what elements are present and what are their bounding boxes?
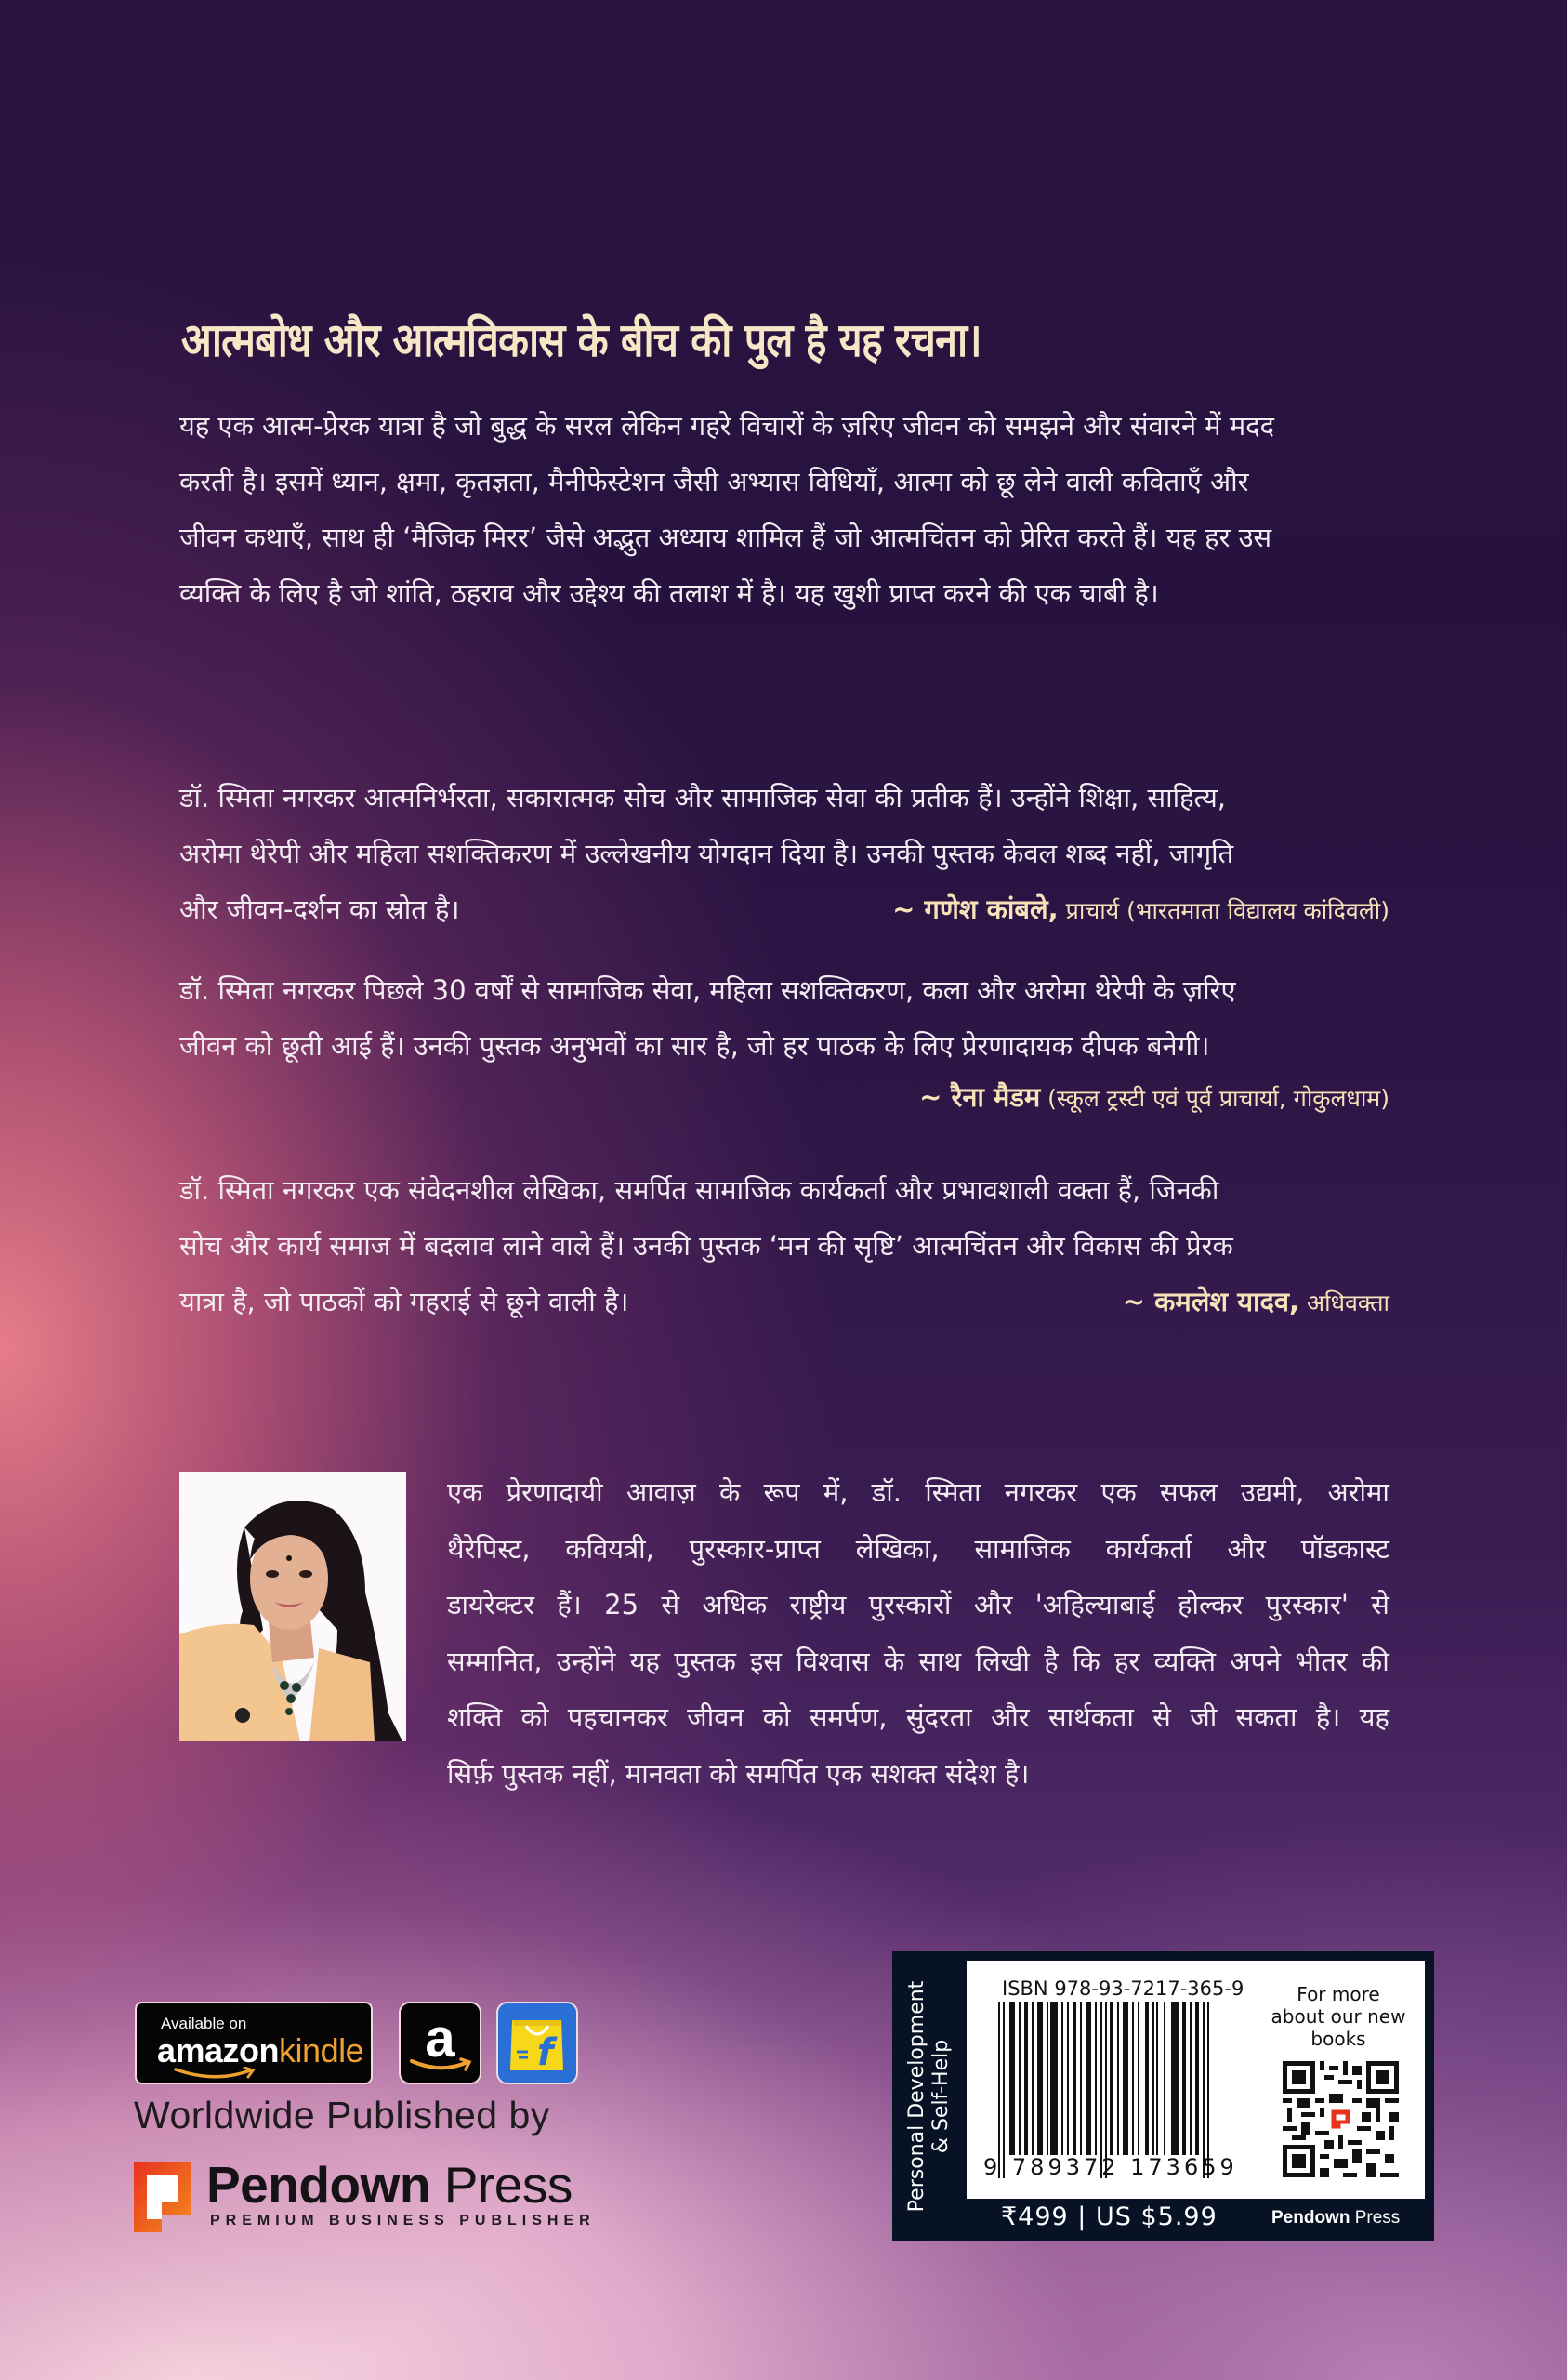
bio-word: पुरस्कारों xyxy=(868,1589,952,1620)
description-line: जीवन कथाएँ, साथ ही ‘मैजिक मिरर’ जैसे अद्भुत अध्याय शामिल हैं जो आत्मचिंतन को प्रेरित करते हैं। यह हर उस xyxy=(179,522,1272,553)
testimonial-line: डॉ. स्मिता नगरकर एक संवेदनशील लेखिका, समर्पित सामाजिक कार्यकर्ता और प्रभावशाली वक्ता हैं, जिनकी xyxy=(179,1174,1219,1206)
testimonial-attribution xyxy=(179,1074,1389,1122)
barcode-panel xyxy=(892,1951,1434,2241)
bio-word: उन्होंने xyxy=(556,1645,616,1677)
bio-word: में, xyxy=(823,1476,849,1508)
bio-word: व्यक्ति xyxy=(1153,1645,1216,1677)
bio-word: लेखिका, xyxy=(855,1532,940,1565)
bio-word: नगरकर xyxy=(1004,1476,1078,1508)
testimonial-line: यात्रा है, जो पाठकों को गहराई से छूने वाली है। xyxy=(179,1286,629,1317)
bio-word: डॉ. xyxy=(871,1476,902,1508)
bio-line xyxy=(447,1633,1389,1690)
bio-word: यह xyxy=(1359,1701,1389,1733)
bio-word: से xyxy=(1371,1589,1389,1620)
bio-word: साथ xyxy=(918,1645,962,1677)
bio-word: उद्यमी, xyxy=(1240,1476,1305,1508)
attribution-name: ~ कमलेश यादव, xyxy=(1122,1286,1300,1317)
qr-code-icon[interactable] xyxy=(1283,2061,1399,2177)
barcode-publisher-regular: Press xyxy=(1350,2208,1401,2228)
bio-word: इस xyxy=(750,1645,783,1677)
testimonial-3 xyxy=(179,1162,1389,1331)
bio-word: की xyxy=(1362,1645,1389,1677)
bio-word: जी xyxy=(1190,1701,1218,1733)
bio-word: अरोमा xyxy=(1327,1476,1389,1508)
bio-word: पहचानकर xyxy=(567,1701,668,1733)
bio-word: अधिक xyxy=(702,1589,768,1620)
description-line: करती है। इसमें ध्यान, क्षमा, कृतज्ञता, मैनीफेस्टेशन जैसी अभ्यास विधियाँ, आत्मा को छू लेने वाली कविताएँ और xyxy=(179,466,1249,497)
qr-caption: For more about our new books xyxy=(1271,1983,1406,2050)
testimonial-line: अरोमा थेरेपी और महिला सशक्तिकरण में उल्लेखनीय योगदान दिया है। उनकी पुस्तक केवल शब्द नहीं, जागृति xyxy=(179,838,1234,869)
bio-word: लिखी xyxy=(975,1645,1030,1677)
bio-word: स्मिता xyxy=(925,1476,981,1508)
amazon-badge[interactable] xyxy=(399,2002,481,2084)
bio-word: और xyxy=(1227,1532,1266,1565)
category-line: & Self-Help xyxy=(929,2039,953,2154)
bio-word: के xyxy=(719,1476,741,1508)
publisher-name xyxy=(206,2155,573,2215)
amazon-kindle-badge[interactable] xyxy=(135,2002,373,2084)
bio-word: होल्कर xyxy=(1178,1589,1244,1620)
author-portrait-icon xyxy=(179,1472,406,1741)
bio-word: और xyxy=(991,1701,1030,1733)
testimonial-2 xyxy=(179,962,1389,1122)
bio-word: जीवन xyxy=(687,1701,744,1733)
category-label xyxy=(892,1951,967,2241)
svg-text:f: f xyxy=(537,2031,554,2074)
attribution-role: अधिवक्ता xyxy=(1299,1289,1389,1316)
bio-word: सकता xyxy=(1235,1701,1297,1733)
bio-word: पुरस्कार' xyxy=(1265,1589,1349,1620)
bio-word: और xyxy=(973,1589,1013,1620)
bio-word: कवियत्री, xyxy=(565,1532,654,1565)
bio-word: सामाजिक xyxy=(974,1532,1071,1565)
bio-word: समर्पण, xyxy=(809,1701,888,1733)
isbn-label: ISBN 978-93-7217-365-9 xyxy=(1002,1977,1244,2000)
description-line: व्यक्ति के लिए है जो शांति, ठहराव और उद्देश्य की तलाश में है। यह खुशी प्राप्त करने की एक चाबी है। xyxy=(179,577,1159,609)
bio-word: 25 xyxy=(604,1589,639,1620)
bio-word: 'अहिल्याबाई xyxy=(1034,1589,1155,1620)
bio-word: पुरस्कार-प्राप्त xyxy=(689,1532,821,1565)
bio-line xyxy=(447,1746,1389,1803)
flipkart-bag-icon xyxy=(498,2003,576,2082)
barcode-publisher xyxy=(1271,2208,1400,2228)
kindle-available-label: Available on xyxy=(161,2015,247,2032)
testimonial-line: सोच और कार्य समाज में बदलाव लाने वाले हैं। उनकी पुस्तक ‘मन की सृष्टि’ आत्मचिंतन और विकास की प्रेरक xyxy=(179,1230,1233,1262)
bio-word: सफल xyxy=(1160,1476,1218,1508)
publisher-name-bold: Pendown xyxy=(206,2156,430,2214)
bio-word: शक्ति xyxy=(447,1701,503,1733)
bio-word: सुंदरता xyxy=(905,1701,972,1733)
bio-word: भीतर xyxy=(1295,1645,1348,1677)
amazon-a-icon: a xyxy=(425,2008,455,2069)
isbn-barcode-icon xyxy=(998,2002,1221,2178)
bio-line xyxy=(447,1521,1389,1578)
barcode-publisher-bold: Pendown xyxy=(1271,2208,1350,2228)
amazon-wordmark: amazon xyxy=(157,2031,280,2069)
kindle-wordmark: kindle xyxy=(279,2031,364,2069)
isbn-digits: 9 789372 173659 xyxy=(983,2154,1238,2180)
tagline-headline: आत्मबोध और आत्मविकास के बीच की पुल है यह रचना। xyxy=(181,312,981,367)
testimonial-1 xyxy=(179,770,1389,939)
barcode-area xyxy=(967,1961,1425,2199)
category-line: Personal Development xyxy=(905,1980,928,2213)
bio-word: राष्ट्रीय xyxy=(789,1589,847,1620)
bio-word: को xyxy=(762,1701,791,1733)
bio-line xyxy=(447,1577,1389,1633)
attribution-role: (स्कूल ट्रस्टी एवं पूर्व प्राचार्या, गोकुलधाम) xyxy=(1040,1085,1389,1112)
bio-word: अपने xyxy=(1230,1645,1282,1677)
bio-word: के xyxy=(883,1645,905,1677)
testimonial-attribution xyxy=(1123,1274,1389,1331)
bio-word: सम्मानित, xyxy=(447,1645,543,1677)
bio-word: सिर्फ़ पुस्तक नहीं, मानवता को समर्पित एक सशक्त संदेश है। xyxy=(447,1757,1030,1790)
published-by-label: Worldwide Published by xyxy=(134,2094,550,2136)
bio-word: विश्वास xyxy=(796,1645,870,1677)
bio-word: कार्यकर्ता xyxy=(1105,1532,1192,1565)
testimonial-attribution xyxy=(892,881,1389,939)
testimonial-line: डॉ. स्मिता नगरकर आत्मनिर्भरता, सकारात्मक सोच और सामाजिक सेवा की प्रतीक हैं। उन्होंने शिक्षा, साहित्य, xyxy=(179,782,1227,813)
bio-word: सार्थकता xyxy=(1047,1701,1134,1733)
bio-word: कि xyxy=(1072,1645,1100,1677)
attribution-role: प्राचार्य (भारतमाता विद्यालय कांदिवली) xyxy=(1058,897,1389,924)
bio-line xyxy=(447,1689,1389,1746)
price-label: ₹499 | US $5.99 xyxy=(1001,2202,1218,2231)
bio-word: है। xyxy=(1315,1701,1341,1733)
bio-word: यह xyxy=(629,1645,660,1677)
bio-word: रूप xyxy=(763,1476,800,1508)
flipkart-badge[interactable] xyxy=(496,2002,578,2084)
publisher-tagline: PREMIUM BUSINESS PUBLISHER xyxy=(210,2213,596,2228)
bio-word: एक xyxy=(1100,1476,1137,1508)
publisher-name-regular: Press xyxy=(429,2156,573,2214)
kindle-brand xyxy=(157,2031,363,2070)
author-photo xyxy=(179,1472,406,1741)
bio-line xyxy=(447,1464,1389,1521)
attribution-name: ~ रैना मैडम xyxy=(919,1081,1041,1113)
bio-word: हर xyxy=(1114,1645,1140,1677)
pendown-logo-icon xyxy=(134,2162,191,2236)
testimonial-line: और जीवन-दर्शन का स्रोत है। xyxy=(179,893,460,925)
bio-word: पॉडकास्ट xyxy=(1300,1532,1389,1565)
bio-word: एक xyxy=(447,1476,483,1508)
bio-word: प्रेरणादायी xyxy=(506,1476,603,1508)
book-description xyxy=(179,398,1389,621)
bio-word: है xyxy=(1044,1645,1059,1677)
bio-word: हैं। xyxy=(557,1589,582,1620)
bio-word: को xyxy=(520,1701,549,1733)
bio-word: से xyxy=(661,1589,680,1620)
bio-word: थैरेपिस्ट, xyxy=(447,1532,531,1565)
amazon-smile-icon xyxy=(410,2057,473,2074)
description-line: यह एक आत्म-प्रेरक यात्रा है जो बुद्ध के सरल लेकिन गहरे विचारों के ज़रिए जीवन को समझने और संवारने में मदद xyxy=(179,410,1274,442)
bio-word: आवाज़ xyxy=(625,1476,696,1508)
testimonial-line: जीवन को छूती आई हैं। उनकी पुस्तक अनुभवों का सार है, जो हर पाठक के लिए प्रेरणादायक दीपक बनेगी। xyxy=(179,1030,1210,1062)
testimonial-line: डॉ. स्मिता नगरकर पिछले 30 वर्षों से सामाजिक सेवा, महिला सशक्तिकरण, कला और अरोमा थेरेपी के ज़रिए xyxy=(179,974,1236,1006)
bio-word: पुस्तक xyxy=(674,1645,736,1677)
bio-word: डायरेक्टर xyxy=(447,1589,534,1620)
author-bio xyxy=(447,1464,1389,1802)
attribution-name: ~ गणेश कांबले, xyxy=(892,893,1059,925)
bio-word: से xyxy=(1152,1701,1171,1733)
amazon-smile-icon xyxy=(174,2067,257,2082)
